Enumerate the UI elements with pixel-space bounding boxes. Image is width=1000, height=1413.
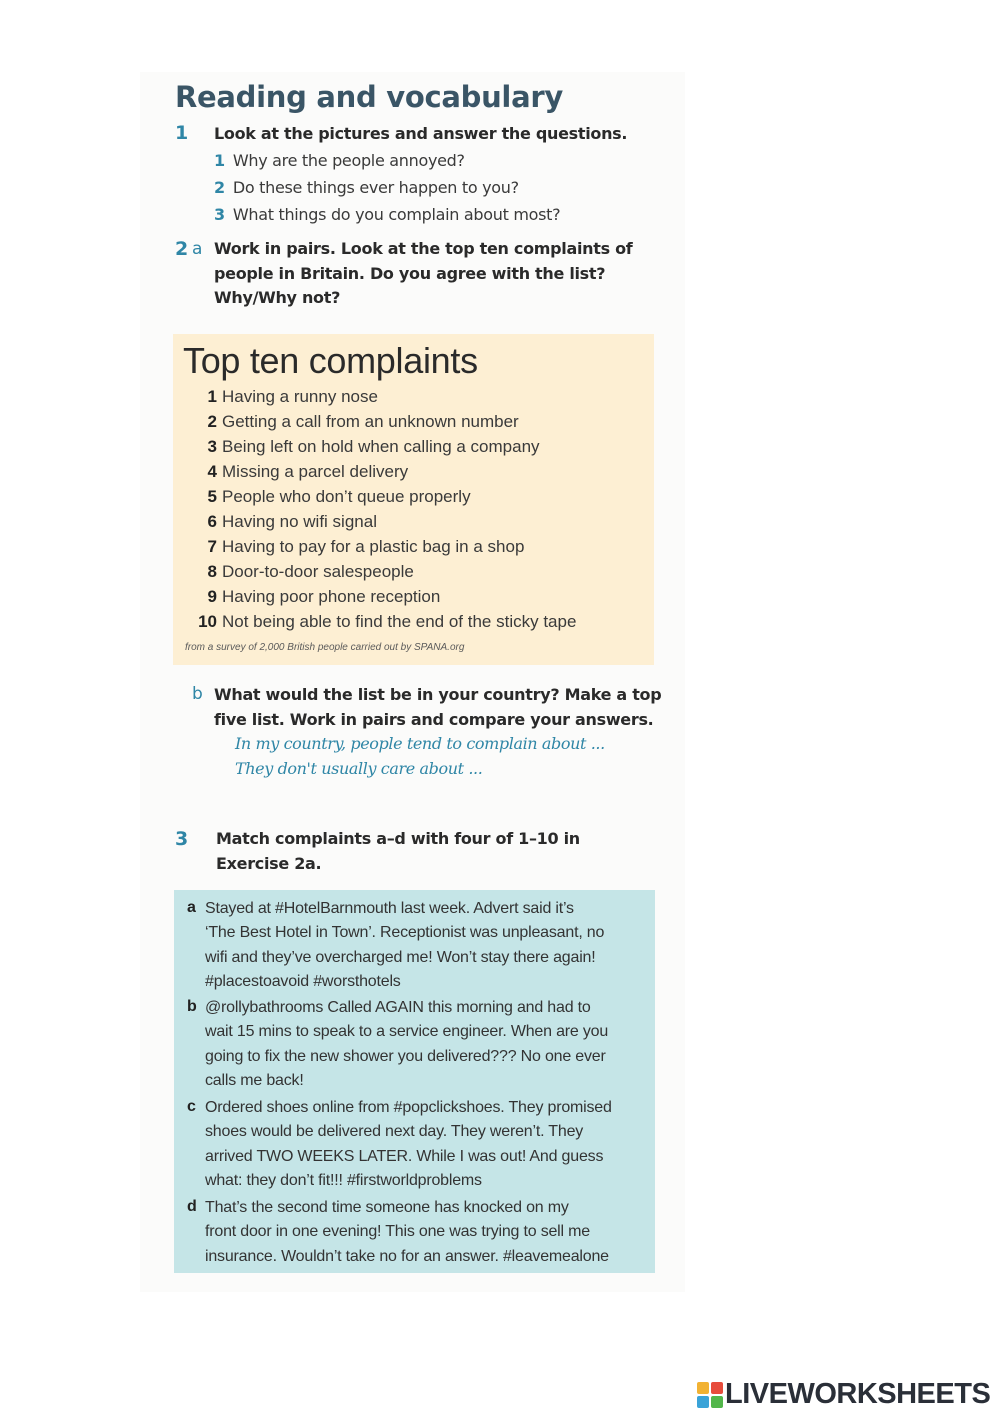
complaint-item [183,409,519,434]
instruction-line: Work in pairs. Look at the top ten complaints of [214,239,633,258]
complaint-number: 9 [207,587,217,606]
tweet-text [205,1096,645,1193]
exercise-1-instruction: Look at the pictures and answer the questions. [214,124,628,143]
complaint-text: Getting a call from an unknown number [222,412,519,431]
logo-square [711,1382,723,1394]
tweet-line: That’s the second time someone has knocked on my [205,1199,569,1216]
tweet-line: shoes would be delivered next day. They weren’t. They [205,1123,584,1141]
instruction-line: Why/Why not? [214,288,341,307]
instruction-line: What would the list be in your country? Make a top [214,685,662,704]
tweet-line: #placestoavoid #worsthotels [205,972,401,990]
example-sentence: They don't usually care about ... [235,759,483,778]
tweet-line: Ordered shoes online from #popclickshoes. They promised [205,1099,612,1116]
tweet-line: Stayed at #HotelBarnmouth last week. Advert said it’s [205,900,574,917]
tweet-line: calls me back! [205,1071,304,1089]
exercise-1-number: 1 [175,122,189,144]
complaint-item [183,459,408,484]
complaint-text: Door-to-door salespeople [222,562,414,581]
liveworksheets-logo [697,1378,990,1411]
exercise-2a-letter: a [192,239,203,259]
tweet-letter: b [187,998,197,1015]
question-number: 3 [214,205,225,224]
liveworksheets-logo-icon [697,1382,723,1408]
complaint-text: Not being able to find the end of the sticky tape [222,612,577,631]
exercise-2a-instruction [214,237,632,311]
exercise-2b-instruction [214,683,661,732]
tweet-line: insurance. Wouldn’t take no for an answer. #leavemealone [205,1247,609,1265]
exercise-3-instruction [216,827,580,876]
question-text: What things do you complain about most? [232,205,561,224]
complaint-item [183,559,414,584]
section-title: Reading and vocabulary [175,80,563,114]
instruction-line: people in Britain. Do you agree with the list? [214,263,606,283]
complaint-number: 6 [207,512,217,531]
liveworksheets-logo-text: LIVEWORKSHEETS [725,1378,991,1410]
question-text: Why are the people annoyed? [232,151,465,170]
complaint-text: Having a runny nose [222,387,378,406]
complaint-item [183,384,378,409]
exercise-3-number: 3 [175,828,189,850]
question-number: 1 [214,151,225,170]
tweet-line: @rollybathrooms Called AGAIN this morning and had to [205,999,591,1016]
tweet-text [205,996,645,1093]
tweet-text [205,897,645,994]
tweet-line: going to fix the new shower you delivered??? No one ever [205,1047,606,1065]
exercise-2b-letter: b [192,684,203,704]
question-text: Do these things ever happen to you? [232,178,519,197]
tweet-letter: a [187,899,196,916]
logo-square [697,1382,709,1394]
complaint-text: Having to pay for a plastic bag in a shop [222,537,525,556]
complaint-number: 2 [207,412,217,431]
tweet-line: what: they don’t fit!!! #firstworldproblems [205,1171,482,1189]
question-item [214,151,465,170]
tweet-line: ‘The Best Hotel in Town’. Receptionist was unpleasant, no [205,924,605,942]
complaint-number: 1 [207,387,217,406]
complaint-item [183,534,524,559]
tweet-line: arrived TWO WEEKS LATER. While I was out! And guess [205,1147,604,1165]
logo-square [697,1396,709,1408]
complaint-text: Missing a parcel delivery [222,462,409,481]
question-item [214,205,560,224]
complaint-item [183,584,440,609]
complaint-text: Being left on hold when calling a company [222,437,540,456]
complaint-number: 10 [198,612,217,631]
instruction-line: Match complaints a–d with four of 1–10 in [216,829,580,848]
example-sentence: In my country, people tend to complain about ... [235,734,605,753]
tweet-text [205,1196,645,1269]
complaint-text: People who don’t queue properly [222,487,471,506]
tweet-line: front door in one evening! This one was trying to sell me [205,1223,590,1241]
complaint-item [183,434,540,459]
complaint-number: 5 [207,487,217,506]
complaint-item [183,509,377,534]
instruction-line: five list. Work in pairs and compare your answers. [214,709,654,729]
complaint-number: 7 [207,537,217,556]
instruction-line: Exercise 2a. [216,853,322,873]
complaint-text: Having poor phone reception [222,587,441,606]
top-ten-title: Top ten complaints [183,340,478,381]
survey-source: from a survey of 2,000 British people carried out by SPANA.org [185,642,465,653]
tweet-letter: c [187,1098,196,1115]
logo-square [711,1396,723,1408]
tweet-line: wifi and they’ve overcharged me! Won’t stay there again! [205,948,596,966]
complaint-item [183,484,471,509]
complaint-number: 3 [207,437,217,456]
exercise-2-number: 2 [175,238,189,260]
complaint-number: 8 [207,562,217,581]
tweet-line: wait 15 mins to speak to a service engineer. When are you [205,1023,609,1041]
complaint-number: 4 [207,462,217,481]
question-item [214,178,519,197]
tweet-letter: d [187,1198,197,1215]
complaint-text: Having no wifi signal [222,512,377,531]
question-number: 2 [214,178,225,197]
complaint-item [183,609,576,634]
